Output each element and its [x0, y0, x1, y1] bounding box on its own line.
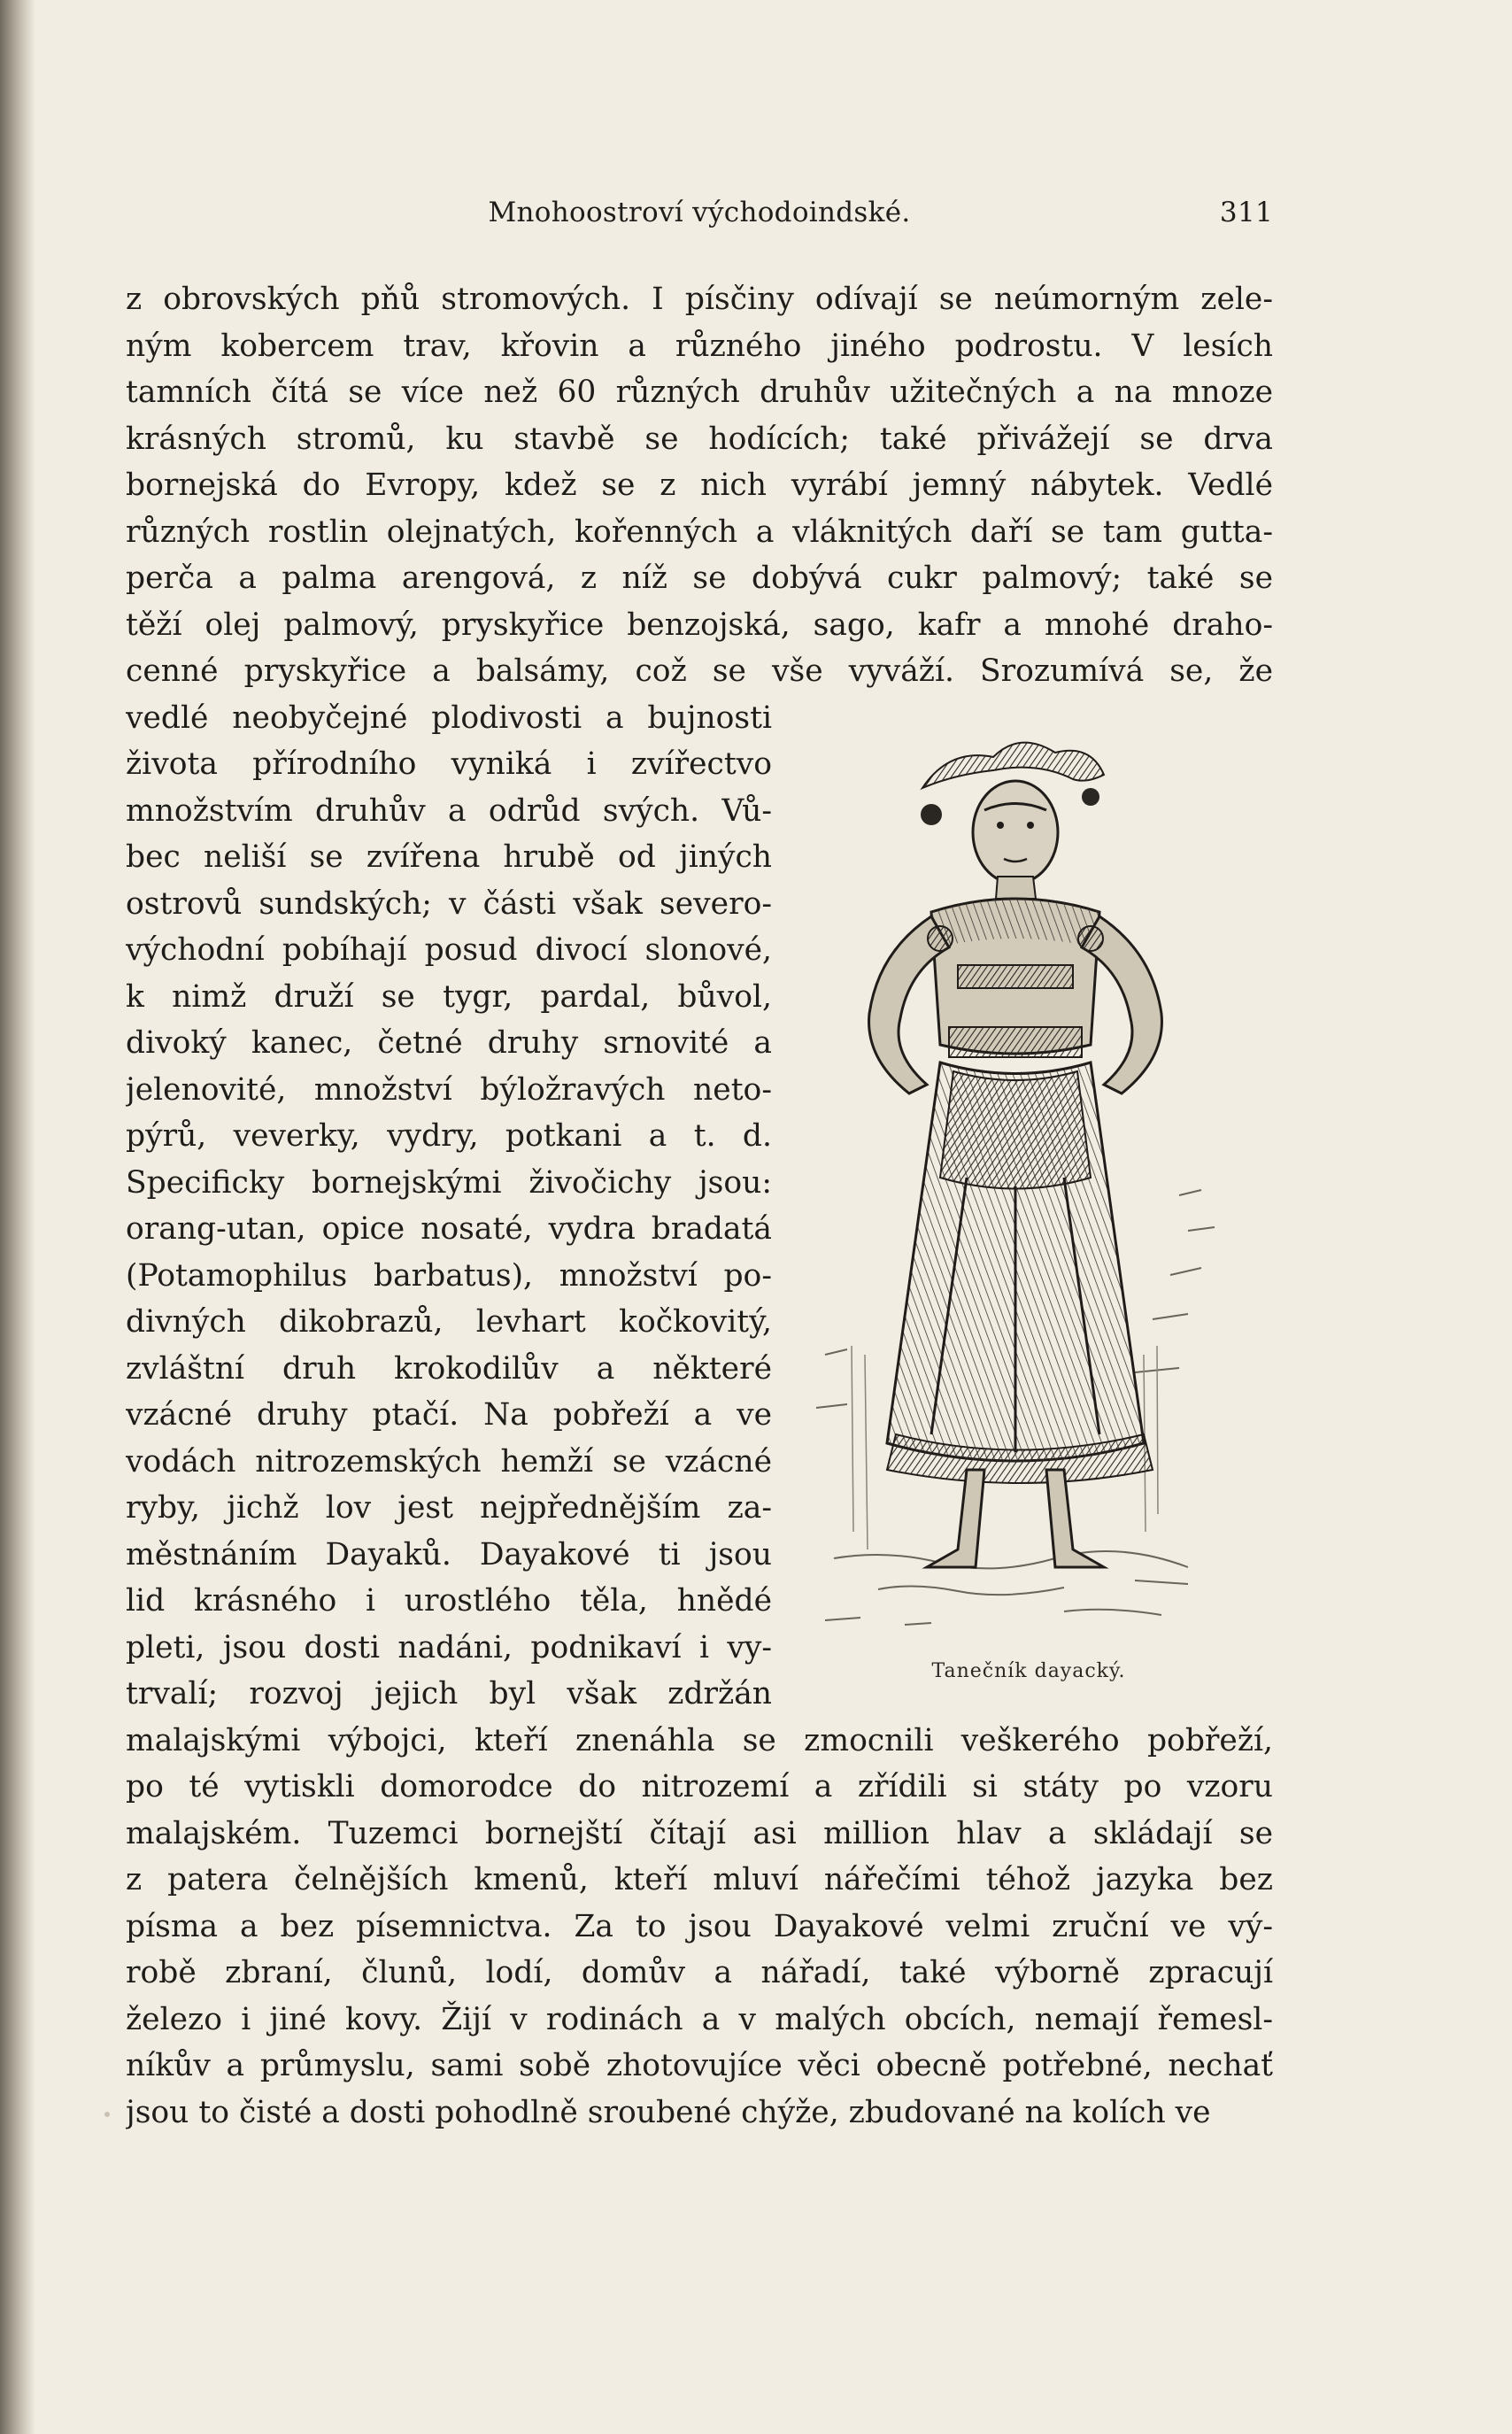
text-line: jelenovité, množství býložravých neto-: [126, 1071, 772, 1108]
text-line: ryby, jichž lov jest nejpřednějším za-: [126, 1490, 772, 1526]
text-line: vedlé neobyčejné plodivosti a bujnosti: [126, 699, 772, 736]
text-line: trvalí; rozvoj jejich byl však zdržán: [126, 1676, 772, 1712]
text-line: po té vytiskli domorodce do nitrozemí a zřídili si státy po vzoru: [126, 1769, 1273, 1804]
running-title: Mnohoostroví východoindské.: [488, 197, 911, 228]
text-line: divných dikobrazů, levhart kočkovitý,: [126, 1304, 772, 1340]
text-line: ostrovů sundských; v části však severo-: [126, 885, 772, 922]
text-line: k nimž druží se tygr, pardal, bůvol,: [126, 978, 772, 1015]
text-line: pleti, jsou dosti nadáni, podnikaví i vy-: [126, 1629, 772, 1665]
text-line: perča a palma arengová, z níž se dobývá cukr palmový; také se: [126, 560, 1273, 596]
text-line: jsou to čisté a dosti pohodlně sroubené chýže, zbudované na kolích ve: [126, 2094, 1211, 2130]
figure: [798, 735, 1259, 1682]
text-line: železo i jiné kovy. Žijí v rodinách a v malých obcích, nemají řemesl-: [126, 2001, 1273, 2037]
text-line: zvláštní druh krokodilův a některé: [126, 1350, 772, 1387]
running-header: [126, 197, 1273, 232]
dayak-dancer-illustration: [798, 735, 1259, 1656]
text-line: z obrovských pňů stromových. I písčiny odívají se neúmorným zele-: [126, 282, 1273, 317]
text-line: života přírodního vyniká i zvířectvo: [126, 746, 772, 782]
text-line: z patera čelnějších kmenů, kteří mluví nářečími téhož jazyka bez: [126, 1862, 1273, 1897]
text-line: těží olej palmový, pryskyřice benzojská, sago, kafr a mnohé draho-: [126, 607, 1273, 643]
figure-caption: Tanečník dayacký.: [931, 1660, 1126, 1682]
text-line: bec neliší se zvířena hrubě od jiných: [126, 839, 772, 875]
text-line: divoký kanec, četné druhy srnovité a: [126, 1025, 772, 1061]
paper-speck: [104, 2112, 110, 2117]
page-number: 311: [1219, 197, 1273, 228]
text-line: různých rostlin olejnatých, kořenných a vláknitých daří se tam gutta-: [126, 514, 1273, 550]
text-line: orang-utan, opice nosaté, vydra bradatá: [126, 1211, 772, 1247]
text-line: vodách nitrozemských hemží se vzácné: [126, 1443, 772, 1480]
text-line: malajském. Tuzemci bornejští čítají asi million hlav a skládají se: [126, 1815, 1273, 1851]
text-line: krásných stromů, ku stavbě se hodících; také přivážejí se drva: [126, 421, 1273, 457]
text-line: níkův a průmyslu, sami sobě zhotovujíce věci obecně potřebné, nechať: [126, 2048, 1273, 2083]
text-line: východní pobíhají posud divocí slonové,: [126, 932, 772, 968]
text-line: pýrů, veverky, vydry, potkani a t. d.: [126, 1118, 772, 1154]
text-line: malajskými výbojci, kteří znenáhla se zmocnili veškerého pobřeží,: [126, 1722, 1273, 1758]
text-line: Specificky bornejskými živočichy jsou:: [126, 1164, 772, 1201]
text-line: (Potamophilus barbatus), množství po-: [126, 1257, 772, 1294]
book-spine-edge: [0, 0, 35, 2434]
text-line: vzácné druhy ptačí. Na pobřeží a ve: [126, 1397, 772, 1433]
page: [126, 177, 1273, 2391]
text-line: písma a bez písemnictva. Za to jsou Dayakové velmi zruční ve vý-: [126, 1908, 1273, 1944]
text-line: městnáním Dayaků. Dayakové ti jsou: [126, 1536, 772, 1572]
text-line: množstvím druhův a odrůd svých. Vů-: [126, 792, 772, 829]
text-line: robě zbraní, člunů, lodí, domův a nářadí, také výborně zpracují: [126, 1955, 1273, 1990]
text-line: tamních čítá se více než 60 různých druhův užitečných a na mnoze: [126, 375, 1273, 410]
text-line: cenné pryskyřice a balsámy, což se vše vyváží. Srozumívá se, že: [126, 653, 1273, 689]
text-line: lid krásného i urostlého těla, hnědé: [126, 1583, 772, 1619]
text-line: ným kobercem trav, křovin a různého jiného podrostu. V lesích: [126, 328, 1273, 364]
text-line: bornejská do Evropy, kdež se z nich vyrábí jemný nábytek. Vedlé: [126, 467, 1273, 503]
